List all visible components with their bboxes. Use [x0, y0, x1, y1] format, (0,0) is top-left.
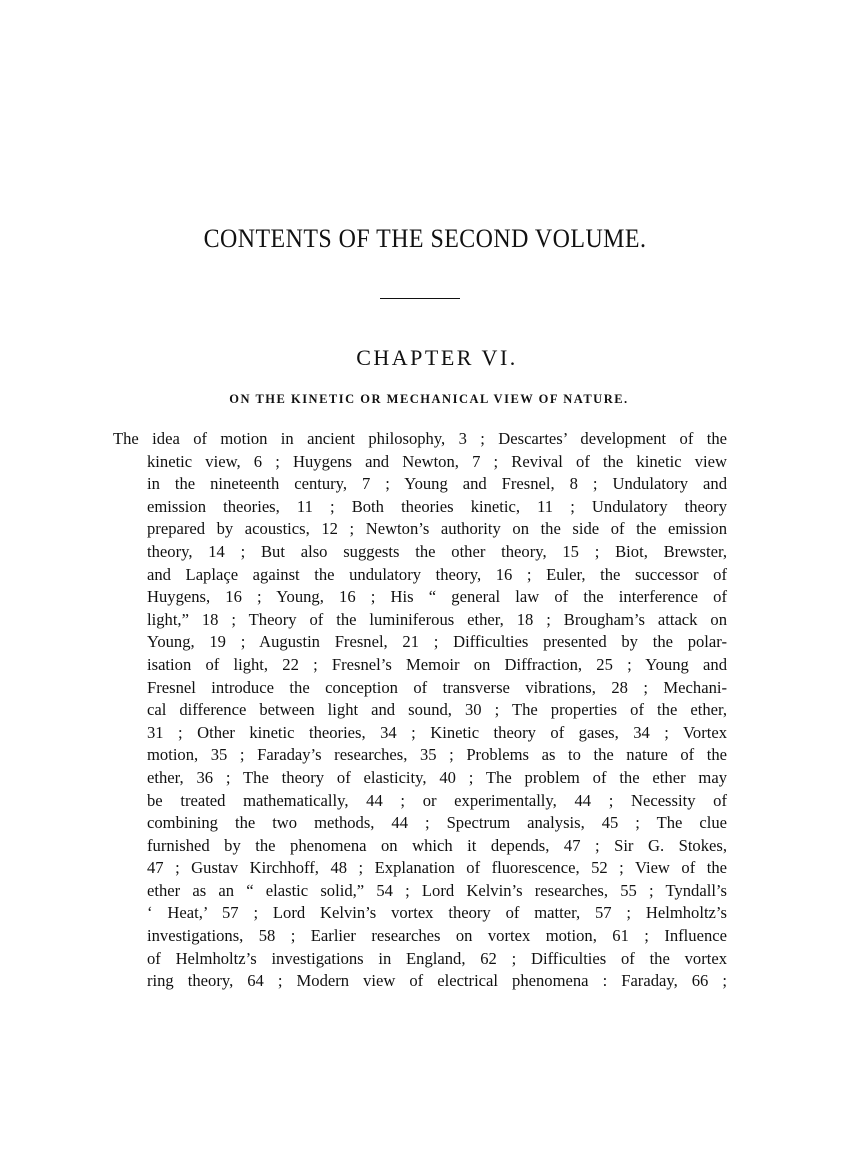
contents-line: cal difference between light and sound, 30 ; The properties of the ether, [147, 700, 727, 720]
contents-line: 47 ; Gustav Kirchhoff, 48 ; Explanation of fluorescence, 52 ; View of the [147, 858, 727, 878]
contents-line: The idea of motion in ancient philosophy, 3 ; Descartes’ development of the [113, 429, 727, 448]
contents-line: be treated mathematically, 44 ; or experimentally, 44 ; Necessity of [147, 790, 727, 810]
contents-line: Young, 19 ; Augustin Fresnel, 21 ; Difficulties presented by the polar- [147, 632, 727, 652]
contents-line: kinetic view, 6 ; Huygens and Newton, 7 ; Revival of the kinetic view [147, 451, 727, 471]
contents-line: motion, 35 ; Faraday’s researches, 35 ; Problems as to the nature of the [147, 745, 727, 765]
contents-line: ‘ Heat,’ 57 ; Lord Kelvin’s vortex theory of matter, 57 ; Helmholtz’s [147, 903, 727, 923]
chapter-subtitle: ON THE KINETIC OR MECHANICAL VIEW OF NATURE. [229, 392, 629, 406]
contents-line: ether as an “ elastic solid,” 54 ; Lord Kelvin’s researches, 55 ; Tyndall’s [147, 880, 727, 900]
contents-line: furnished by the phenomena on which it depends, 47 ; Sir G. Stokes, [147, 835, 727, 855]
contents-line: isation of light, 22 ; Fresnel’s Memoir on Diffraction, 25 ; Young and [147, 654, 727, 674]
title-divider-rule [380, 298, 460, 299]
contents-line: ring theory, 64 ; Modern view of electrical phenomena : Faraday, 66 ; [147, 971, 727, 991]
contents-line: Fresnel introduce the conception of transverse vibrations, 28 ; Mechani- [147, 677, 727, 697]
page-title: CONTENTS OF THE SECOND VOLUME. [203, 224, 647, 253]
contents-line: prepared by acoustics, 12 ; Newton’s authority on the side of the emission [147, 519, 727, 539]
contents-paragraph [113, 428, 727, 993]
contents-line: Huygens, 16 ; Young, 16 ; His “ general law of the interference of [147, 587, 727, 607]
contents-line: 31 ; Other kinetic theories, 34 ; Kinetic theory of gases, 34 ; Vortex [147, 722, 727, 742]
contents-line: and Laplaçe against the undulatory theory, 16 ; Euler, the successor of [147, 564, 727, 584]
contents-line: emission theories, 11 ; Both theories kinetic, 11 ; Undulatory theory [147, 496, 727, 516]
contents-line: of Helmholtz’s investigations in England, 62 ; Difficulties of the vortex [147, 948, 727, 968]
contents-line: theory, 14 ; But also suggests the other theory, 15 ; Biot, Brewster, [147, 541, 727, 561]
contents-line: light,” 18 ; Theory of the luminiferous ether, 18 ; Brougham’s attack on [147, 609, 727, 629]
contents-line: investigations, 58 ; Earlier researches on vortex motion, 61 ; Influence [147, 926, 727, 946]
contents-line: in the nineteenth century, 7 ; Young and Fresnel, 8 ; Undulatory and [147, 474, 727, 494]
chapter-heading: CHAPTER VI. [356, 345, 518, 370]
contents-line: combining the two methods, 44 ; Spectrum analysis, 45 ; The clue [147, 813, 727, 833]
contents-line: ether, 36 ; The theory of elasticity, 40 ; The problem of the ether may [147, 767, 727, 787]
